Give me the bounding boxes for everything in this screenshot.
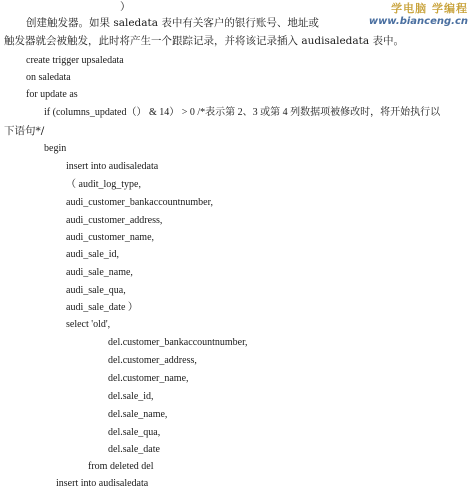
document-line: audi_customer_address,: [66, 215, 163, 226]
watermark-url: www.bianceng.cn: [368, 16, 468, 27]
document-line: audi_sale_name,: [66, 267, 133, 278]
document-line: 触发器就会被触发，此时将产生一个跟踪记录，并将该记录插入 audisaledata 表中。: [4, 35, 404, 47]
watermark-brand: 学电脑 学编程: [391, 2, 468, 15]
document-line: audi_sale_id,: [66, 249, 120, 260]
document-line: insert into audisaledata: [56, 478, 149, 488]
document-line: del.sale_id,: [108, 391, 154, 402]
document-line: begin: [44, 143, 67, 154]
document-line: del.customer_address,: [108, 355, 197, 366]
document-line: 下语句*/: [4, 125, 45, 137]
document-line: from deleted del: [88, 461, 154, 472]
document-line: del.sale_date: [108, 444, 160, 455]
document-line: audi_customer_bankaccountnumber,: [66, 197, 214, 208]
document-line: del.customer_bankaccountnumber,: [108, 337, 248, 348]
document-line: ）: [120, 1, 131, 13]
document-line: 创建触发器。如果 saledata 表中有关客户的银行账号、地址或: [26, 17, 319, 29]
document-line: del.customer_name,: [108, 373, 189, 384]
document-line: select 'old',: [66, 319, 111, 330]
document-line: del.sale_name,: [108, 409, 168, 420]
document-line: audi_sale_qua,: [66, 285, 126, 296]
document-line: （ audit_log_type,: [66, 179, 141, 190]
document-line: for update as: [26, 89, 78, 100]
document-line: create trigger upsaledata: [26, 55, 124, 66]
document-line: insert into audisaledata: [66, 161, 159, 172]
site-watermark: [369, 2, 468, 28]
document-line: if (columns_updated（） & 14） > 0 /*表示第 2、3 或第 4 列数据项被修改时，将开始执行以: [44, 107, 441, 118]
document-line: on saledata: [26, 72, 71, 83]
document-line: audi_sale_date ）: [66, 302, 138, 313]
document-line: audi_customer_name,: [66, 232, 155, 243]
document-line: del.sale_qua,: [108, 427, 161, 438]
